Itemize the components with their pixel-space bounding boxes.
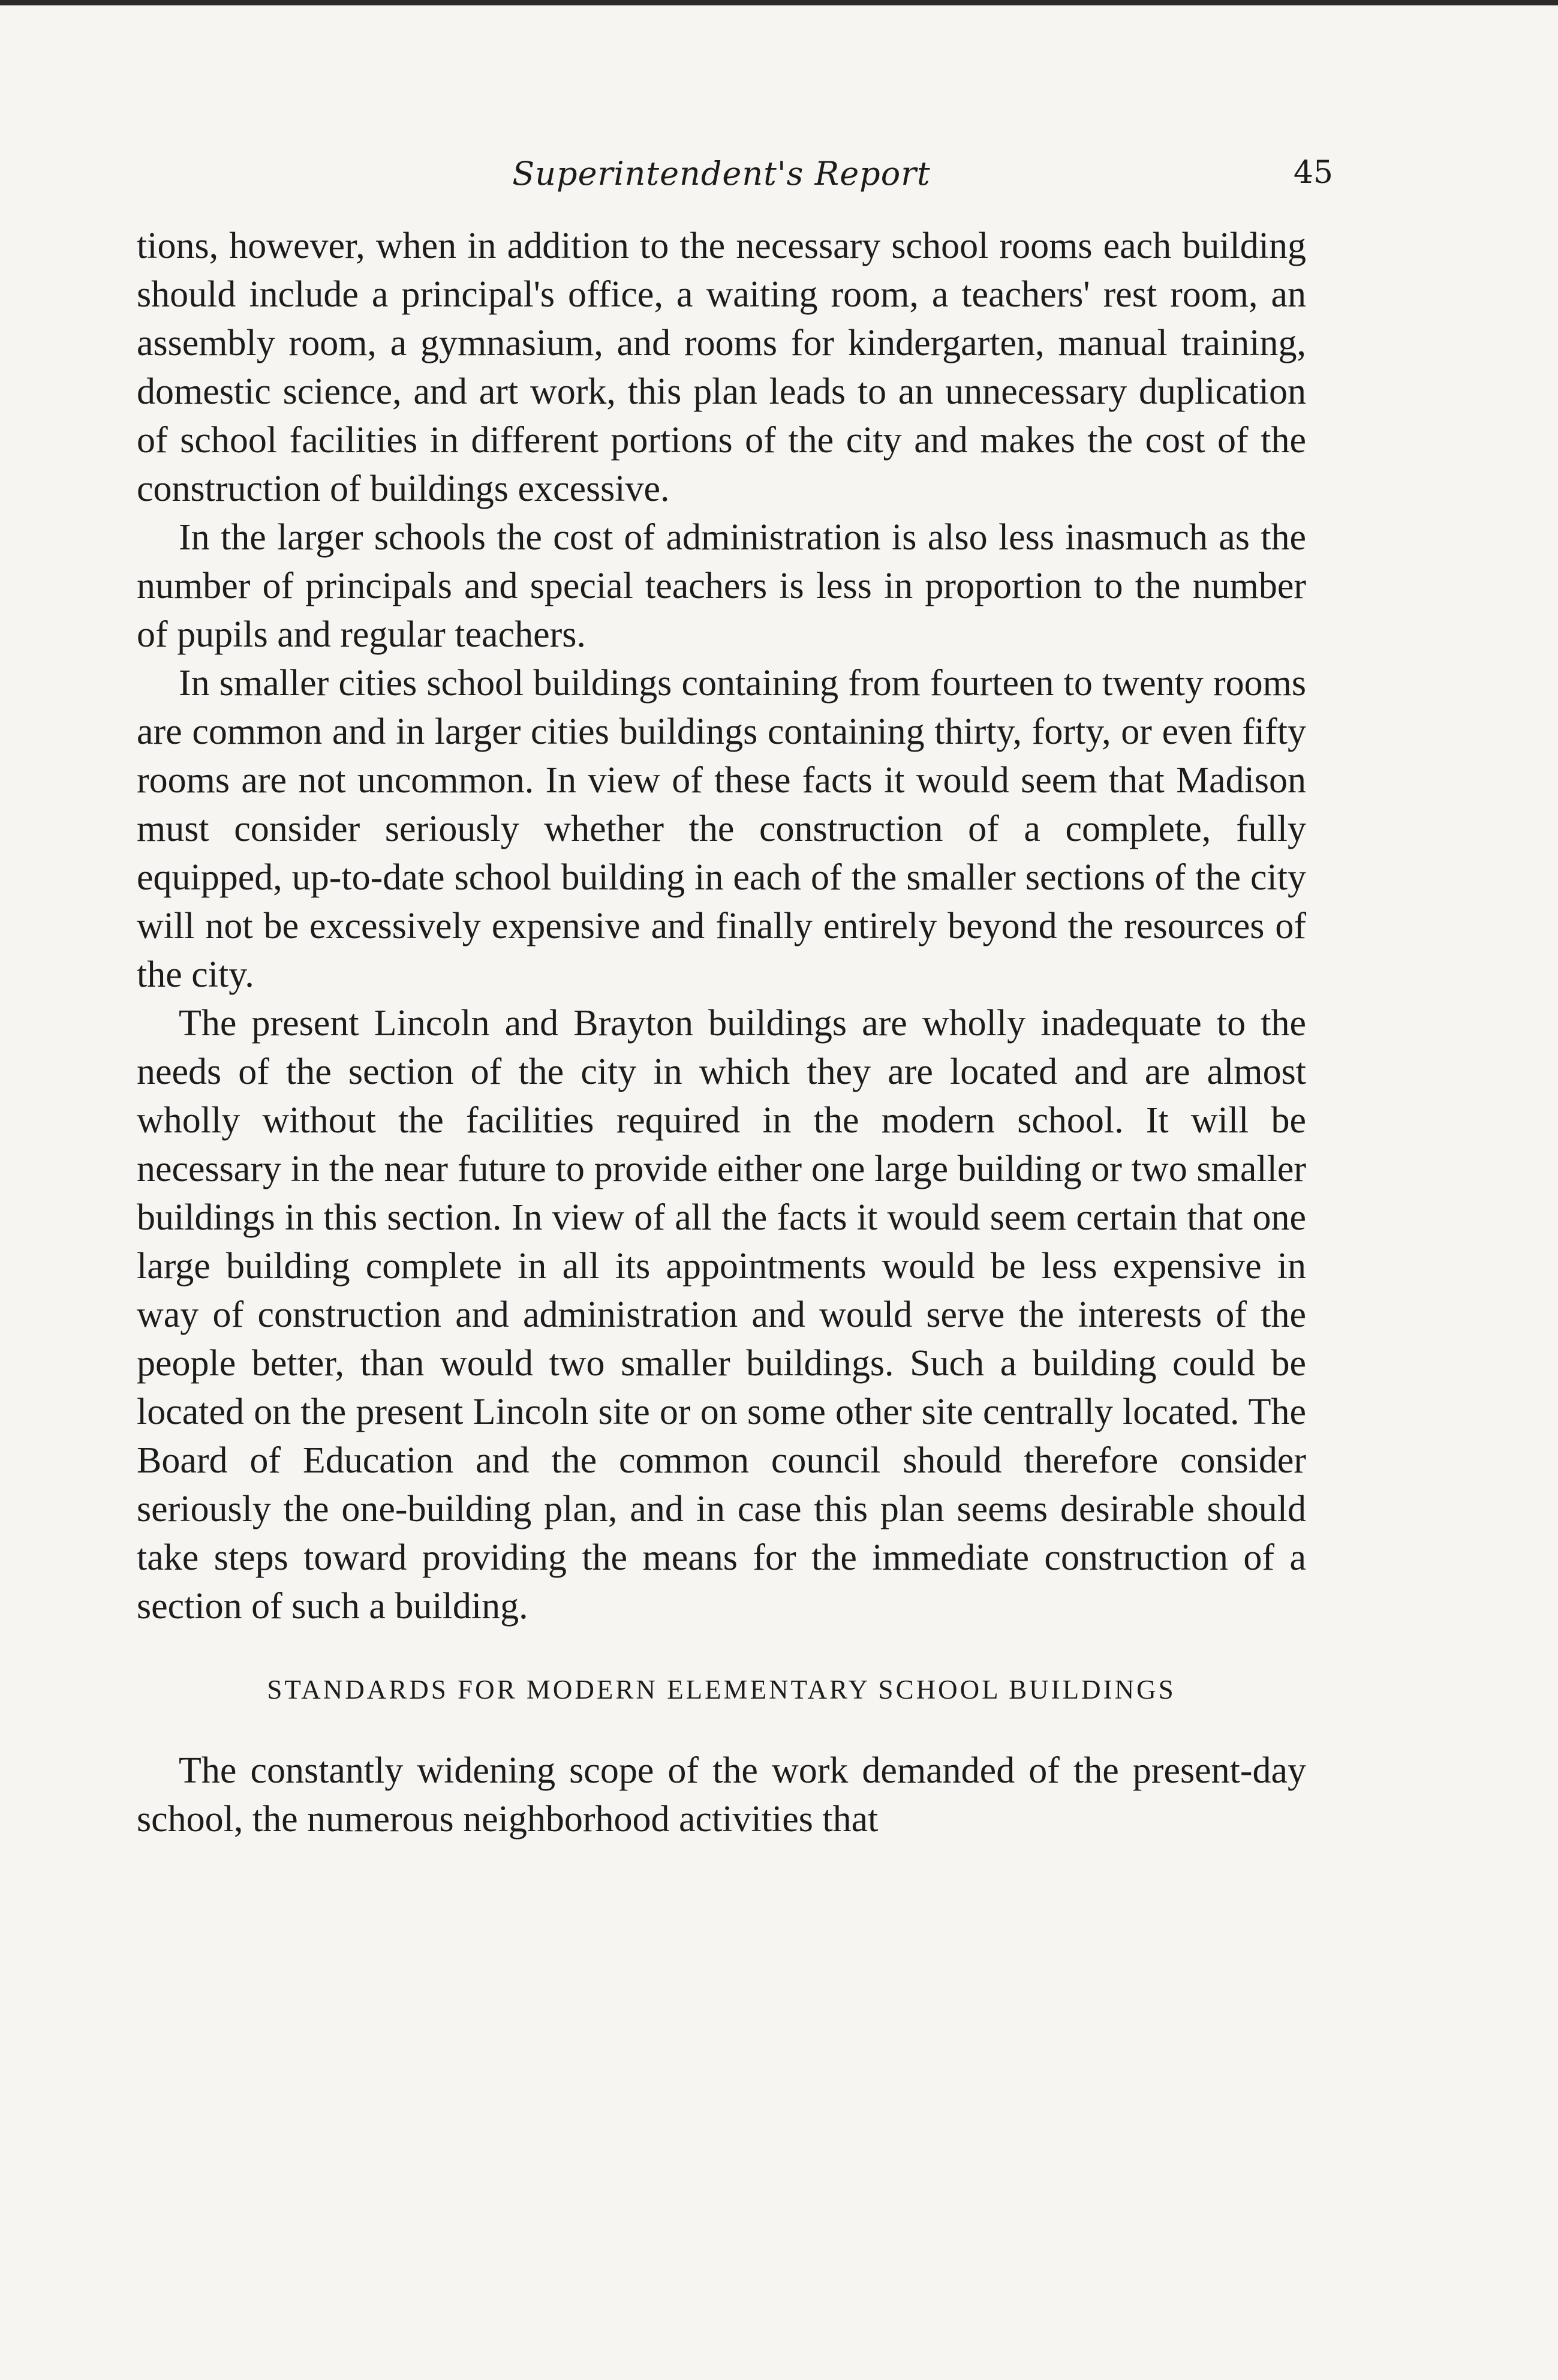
paragraph-administration-cost: In the larger schools the cost of administration is also less inasmuch as the number of principals and special teachers is less in proportion to the number of pupils and regular teachers. (137, 517, 1306, 655)
document-page (137, 144, 1333, 1844)
paragraph-lincoln-brayton: The present Lincoln and Brayton buildings are wholly inadequate to the needs of the section of the city in which they are located and are almost wholly without the facilities required in the modern school. It will be necessary in the near future to provide either one large building or two smaller buildings in this section. In view of all the facts it would seem certain that one large building complete in all its appointments would be less expensive in way of construction and administration and would serve the interests of the people better, than would two smaller buildings. Such a building could be located on the present Lincoln site or on some other site centrally located. The Board of Education and the common council should therefore consider seriously the one-building plan, and in case this plan seems desirable should take steps toward providing the means for the immediate construction of a section of such a building. (137, 1003, 1306, 1627)
page-number: 45 (1293, 155, 1333, 191)
paragraph-smaller-cities: In smaller cities school buildings containing from fourteen to twenty rooms are common and in larger cities buildings containing thirty, forty, or even fifty rooms are not uncommon. In view of these facts it would seem that Madison must consider seriously whether the construction of a complete, fully equipped, up-to-date school building in each of the smaller sections of the city will not be excessively expensive and finally entirely beyond the resources of the city. (137, 663, 1306, 995)
page-top-edge (0, 0, 1558, 5)
running-header (137, 144, 1333, 193)
paragraph-standards-intro: The constantly widening scope of the work demanded of the present-day school, the numerous neighborhood activities that (137, 1750, 1306, 1840)
body-text (137, 222, 1306, 1844)
running-title: Superintendent's Report (512, 155, 931, 193)
paragraph-continued: tions, however, when in addition to the necessary school rooms each building should include a principal's office, a waiting room, a teachers' rest room, an assembly room, a gymnasium, and rooms for kindergarten, manual training, domestic science, and art work, this plan leads to an unnecessary duplication of school facilities in different portions of the city and makes the cost of the construction of buildings excessive. (137, 226, 1306, 509)
section-heading: STANDARDS FOR MODERN ELEMENTARY SCHOOL BUILDINGS (267, 1675, 1176, 1705)
